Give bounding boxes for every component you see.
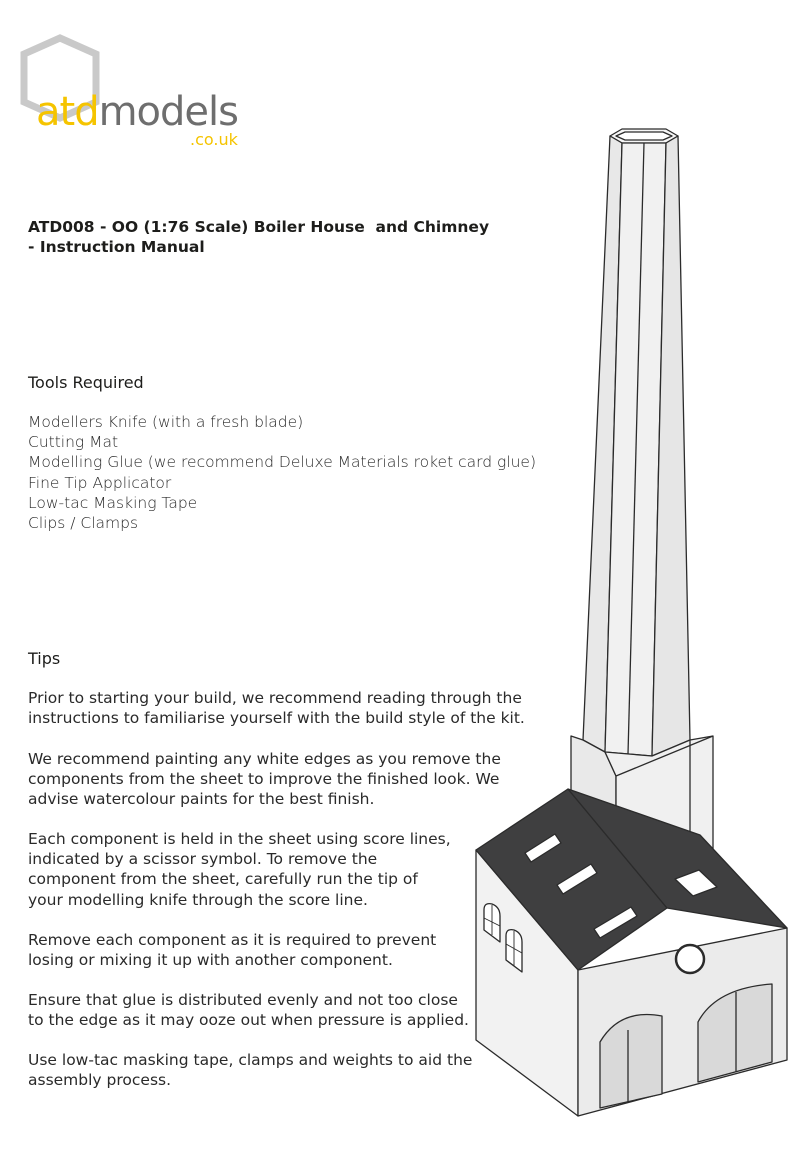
tip-line: indicated by a scissor symbol. To remove the: [28, 850, 378, 869]
tip-line: Ensure that glue is distributed evenly and not too close: [28, 991, 458, 1009]
round-window: [676, 945, 704, 973]
tip-line: advise watercolour paints for the best finish.: [28, 790, 375, 809]
tips-heading: Tips: [28, 649, 61, 668]
tip-line: component from the sheet, carefully run the tip of: [28, 870, 418, 889]
tip-line: Prior to starting your build, we recommend reading through the: [28, 689, 522, 707]
tip-line: assembly process.: [28, 1071, 172, 1090]
tool-item: Fine Tip Applicator: [28, 473, 172, 492]
tool-item: Modelling Glue (we recommend Deluxe Materials roket card glue): [28, 453, 537, 472]
logo-atd-text: atd: [36, 89, 99, 135]
tip-line: We recommend painting any white edges as you remove the: [28, 750, 501, 768]
tip-line: components from the sheet to improve the finished look. We: [28, 770, 500, 789]
tip-line: Use low-tac masking tape, clamps and weights to aid the: [28, 1051, 473, 1069]
tool-item: Cutting Mat: [28, 433, 119, 452]
title-line-1: ATD008 - OO (1:76 Scale) Boiler House and Chimney: [28, 218, 490, 236]
tool-item: Modellers Knife (with a fresh blade): [28, 413, 304, 431]
logo-models-text: models: [98, 89, 238, 135]
title-line-2: - Instruction Manual: [28, 238, 205, 256]
tools-heading: Tools Required: [28, 373, 144, 392]
tip-line: Each component is held in the sheet using score lines,: [28, 830, 451, 848]
tip-line: instructions to familiarise yourself with the build style of the kit.: [28, 709, 525, 728]
tip-line: Remove each component as it is required to prevent: [28, 931, 437, 949]
tip-line: your modelling knife through the score line.: [28, 890, 368, 909]
tip-line: losing or mixing it up with another component.: [28, 951, 393, 970]
tool-item: Low-tac Masking Tape: [28, 493, 198, 512]
logo-domain-text: .co.uk: [190, 130, 238, 149]
tool-item: Clips / Clamps: [28, 514, 139, 533]
tip-line: to the edge as it may ooze out when pressure is applied.: [28, 1011, 469, 1030]
